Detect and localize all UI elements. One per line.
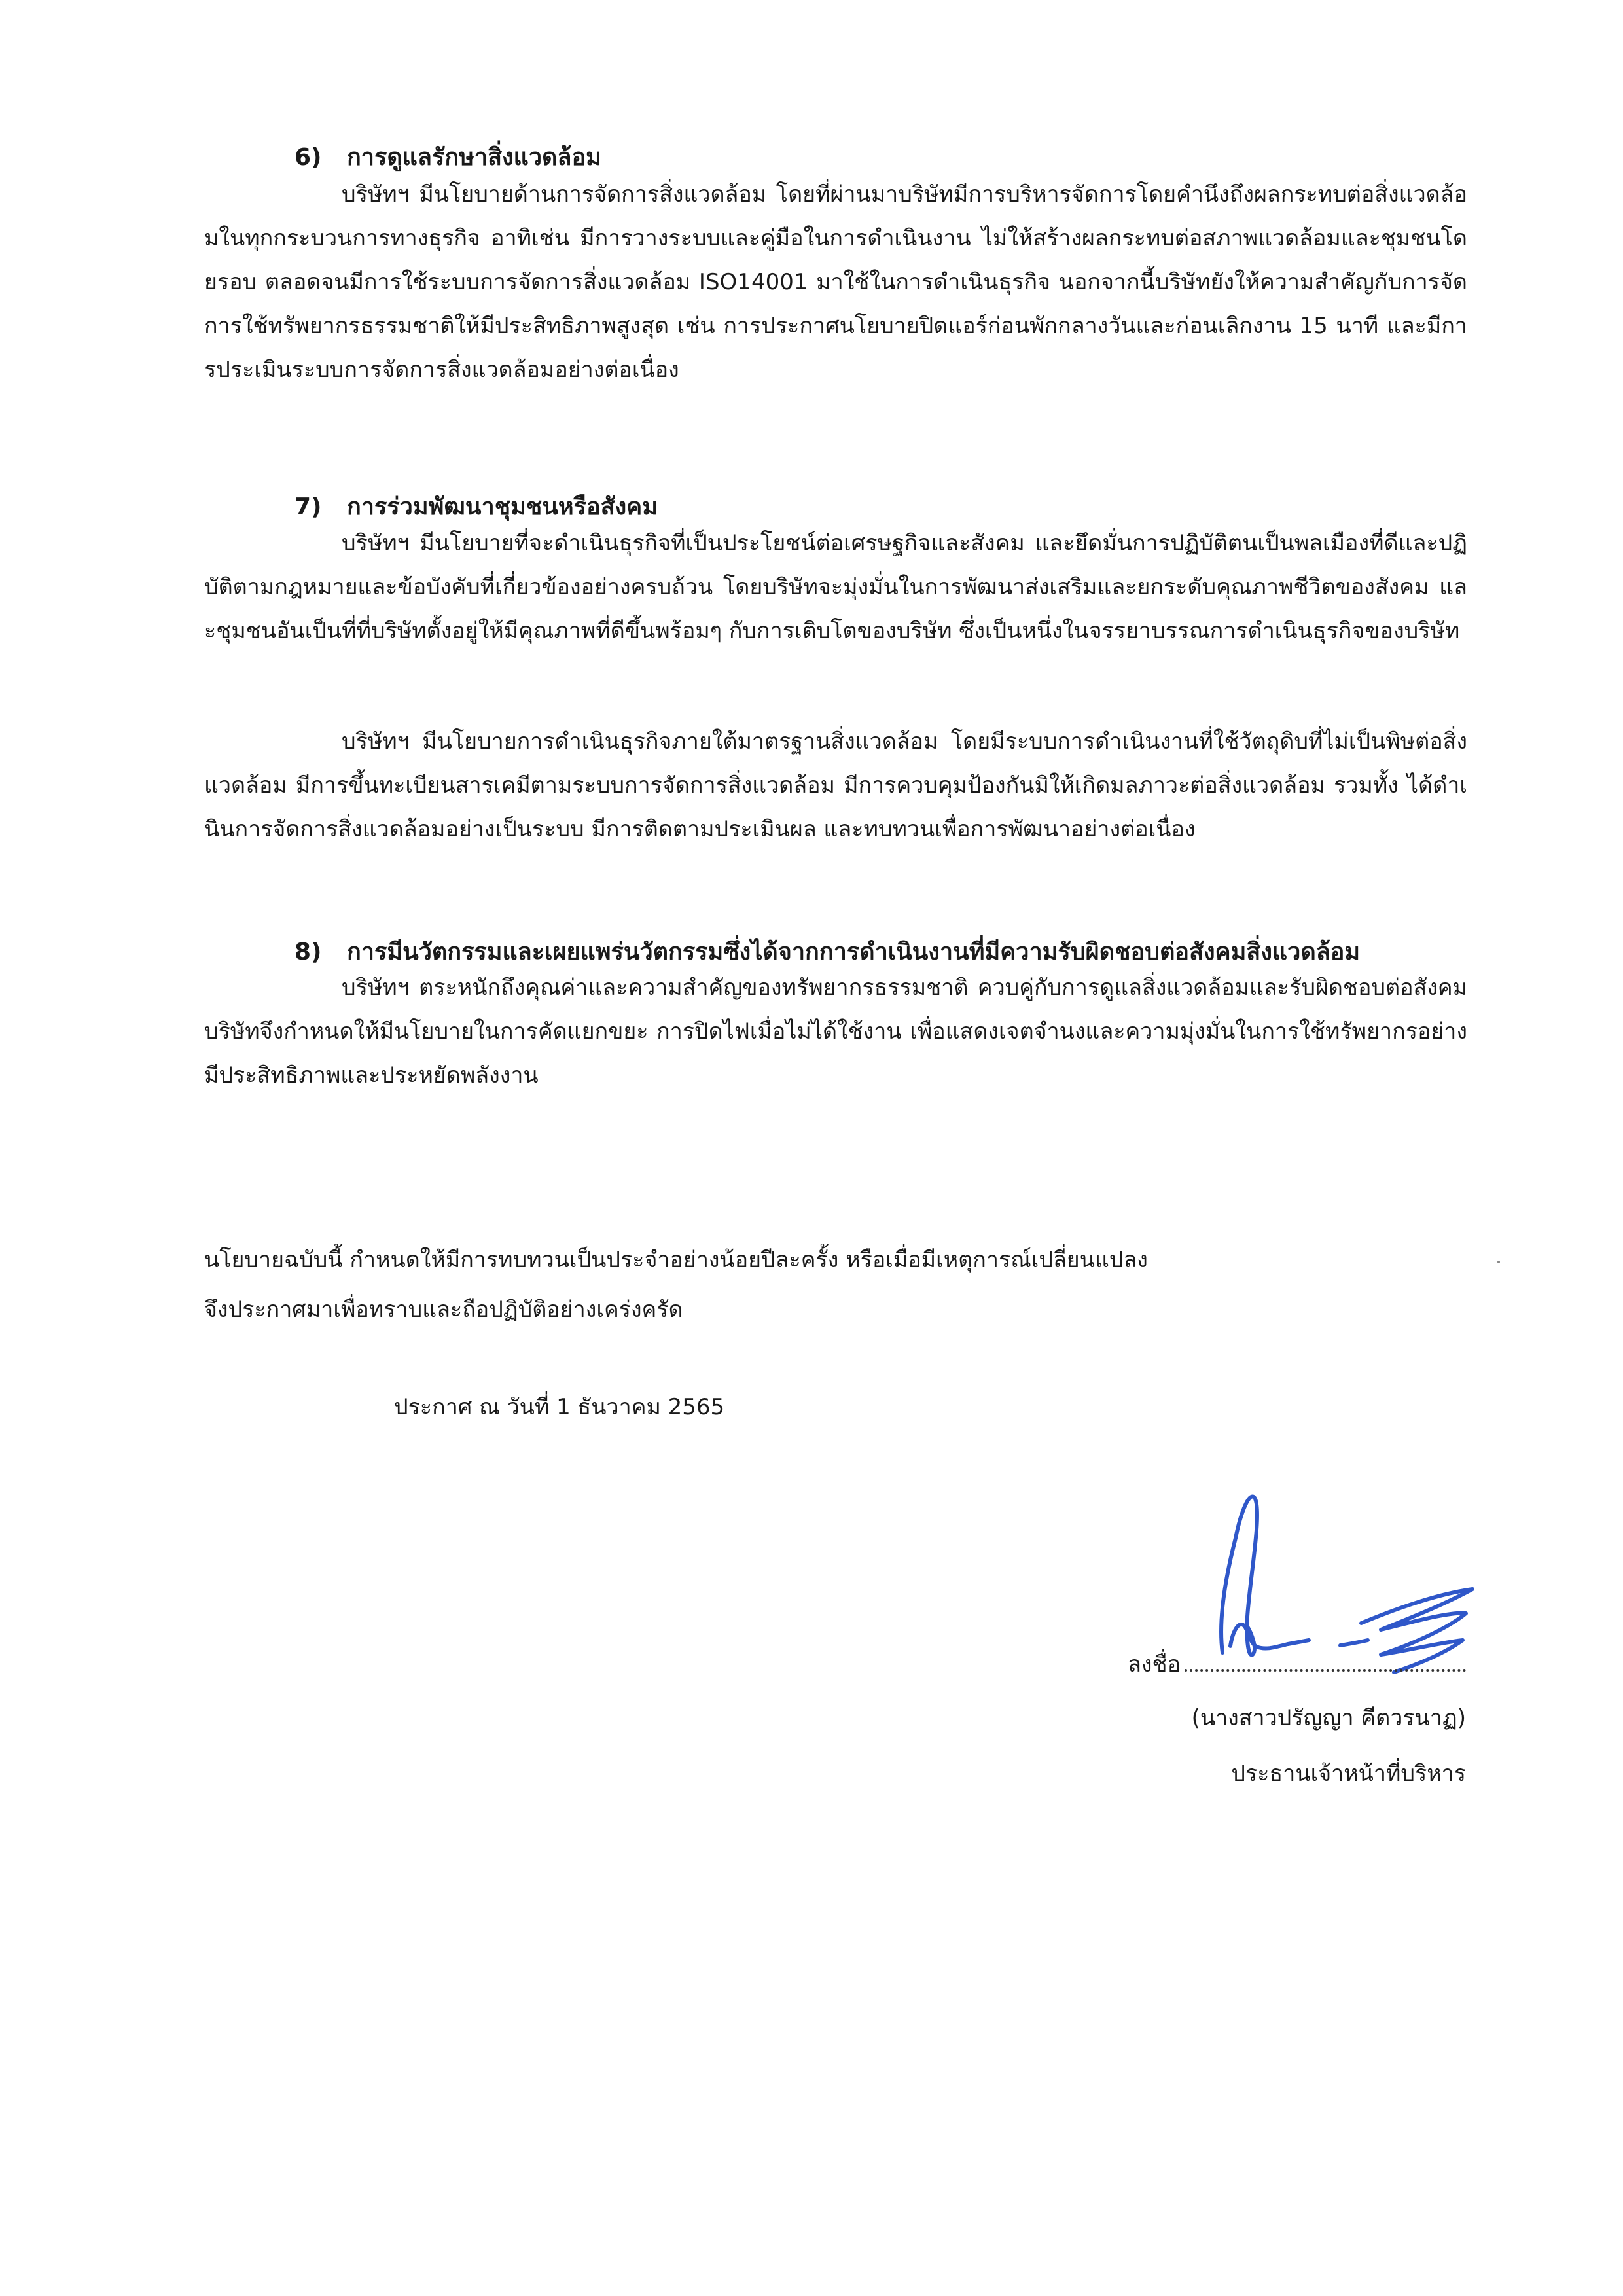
section-7-paragraph-2: บริษัทฯ มีนโยบายการดำเนินธุรกิจภายใต้มาตรฐานสิ่งแวดล้อม โดยมีระบบการดำเนินงานที่ใช้วัตถุดิบที่ไม่เป็นพิษต่อสิ่งแวดล้อม มีการขึ้นทะเบียนสารเคมีตามระบบการจัดการสิ่งแวดล้อม มีการควบคุมป้องกันมิให้เกิดมลภาวะต่อสิ่งแวดล้อม รวมทั้ง ได้ดำเนินการจัดการสิ่งแวดล้อมอย่างเป็นระบบ มีการติดตามประเมินผล และทบทวนเพื่อการพัฒนาอย่างต่อเนื่อง xyxy=(204,728,1467,842)
section-7-number: 7) xyxy=(294,493,322,520)
announcement-line: จึงประกาศมาเพื่อทราบและถือปฏิบัติอย่างเคร่งครัด xyxy=(204,1297,683,1323)
signature-dotted-line xyxy=(1185,1651,1466,1672)
section-6-title: การดูแลรักษาสิ่งแวดล้อม xyxy=(347,144,601,171)
section-7-heading xyxy=(294,492,658,522)
section-6-number: 6) xyxy=(294,144,322,171)
section-7-title: การร่วมพัฒนาชุมชนหรือสังคม xyxy=(347,493,658,520)
signer-title: ประธานเจ้าหน้าที่บริหาร xyxy=(1231,1761,1466,1787)
stray-mark xyxy=(1497,1261,1500,1263)
section-6-heading xyxy=(294,143,601,173)
signature-label xyxy=(1128,1648,1466,1681)
section-8-paragraph-1: บริษัทฯ ตระหนักถึงคุณค่าและความสำคัญของทรัพยากรธรรมชาติ ควบคู่กับการดูแลสิ่งแวดล้อมและรับผิดชอบต่อสังคม บริษัทจึงกำหนดให้มีนโยบายในการคัดแยกขยะ การปิดไฟเมื่อไม่ได้ใช้งาน เพื่อแสดงเจตจำนงและความมุ่งมั่นในการใช้ทรัพยากรอย่างมีประสิทธิภาพและประหยัดพลังงาน xyxy=(204,975,1467,1088)
review-policy-line: นโยบายฉบับนี้ กำหนดให้มีการทบทวนเป็นประจำอย่างน้อยปีละครั้ง หรือเมื่อมีเหตุการณ์เปลี่ยนแปลง xyxy=(204,1247,1148,1273)
section-8-number: 8) xyxy=(294,939,322,965)
section-6-paragraph-1: บริษัทฯ มีนโยบายด้านการจัดการสิ่งแวดล้อม โดยที่ผ่านมาบริษัทมีการบริหารจัดการโดยคำนึงถึงผลกระทบต่อสิ่งแวดล้อมในทุกกระบวนการทางธุรกิจ อาทิเช่น มีการวางระบบและคู่มือในการดำเนินงาน ไม่ให้สร้างผลกระทบต่อสภาพแวดล้อมและชุมชนโดยรอบ ตลอดจนมีการใช้ระบบการจัดการสิ่งแวดล้อม ISO14001 มาใช้ในการดำเนินธุรกิจ นอกจากนี้บริษัทยังให้ความสำคัญกับการจัดการใช้ทรัพยากรธรรมชาติให้มีประสิทธิภาพสูงสุด เช่น การประกาศนโยบายปิดแอร์ก่อนพักกลางวันและก่อนเลิกงาน 15 นาที และมีการประเมินระบบการจัดการสิ่งแวดล้อมอย่างต่อเนื่อง xyxy=(204,181,1467,383)
section-8-heading xyxy=(294,937,1360,967)
section-7-paragraph-1: บริษัทฯ มีนโยบายที่จะดำเนินธุรกิจที่เป็นประโยชน์ต่อเศรษฐกิจและสังคม และยึดมั่นการปฏิบัติตนเป็นพลเมืองที่ดีและปฏิบัติตามกฎหมายและข้อบังคับที่เกี่ยวข้องอย่างครบถ้วน โดยบริษัทจะมุ่งมั่นในการพัฒนาส่งเสริมและยกระดับคุณภาพชีวิตของสังคม และชุมชนอันเป็นที่ที่บริษัทตั้งอยู่ให้มีคุณภาพที่ดีขึ้นพร้อมๆ กับการเติบโตของบริษัท ซึ่งเป็นหนึ่งในจรรยาบรรณการดำเนินธุรกิจของบริษัท xyxy=(204,530,1467,644)
signature-label-text: ลงชื่อ xyxy=(1128,1651,1181,1677)
signer-name: (นางสาวปรัญญา คีตวรนาฏ) xyxy=(1191,1705,1466,1731)
announcement-date: ประกาศ ณ วันที่ 1 ธันวาคม 2565 xyxy=(394,1394,725,1420)
section-8-title: การมีนวัตกรรมและเผยแพร่นวัตกรรมซึ่งได้จากการดำเนินงานที่มีความรับผิดชอบต่อสังคมสิ่งแวดล้อม xyxy=(347,939,1361,965)
